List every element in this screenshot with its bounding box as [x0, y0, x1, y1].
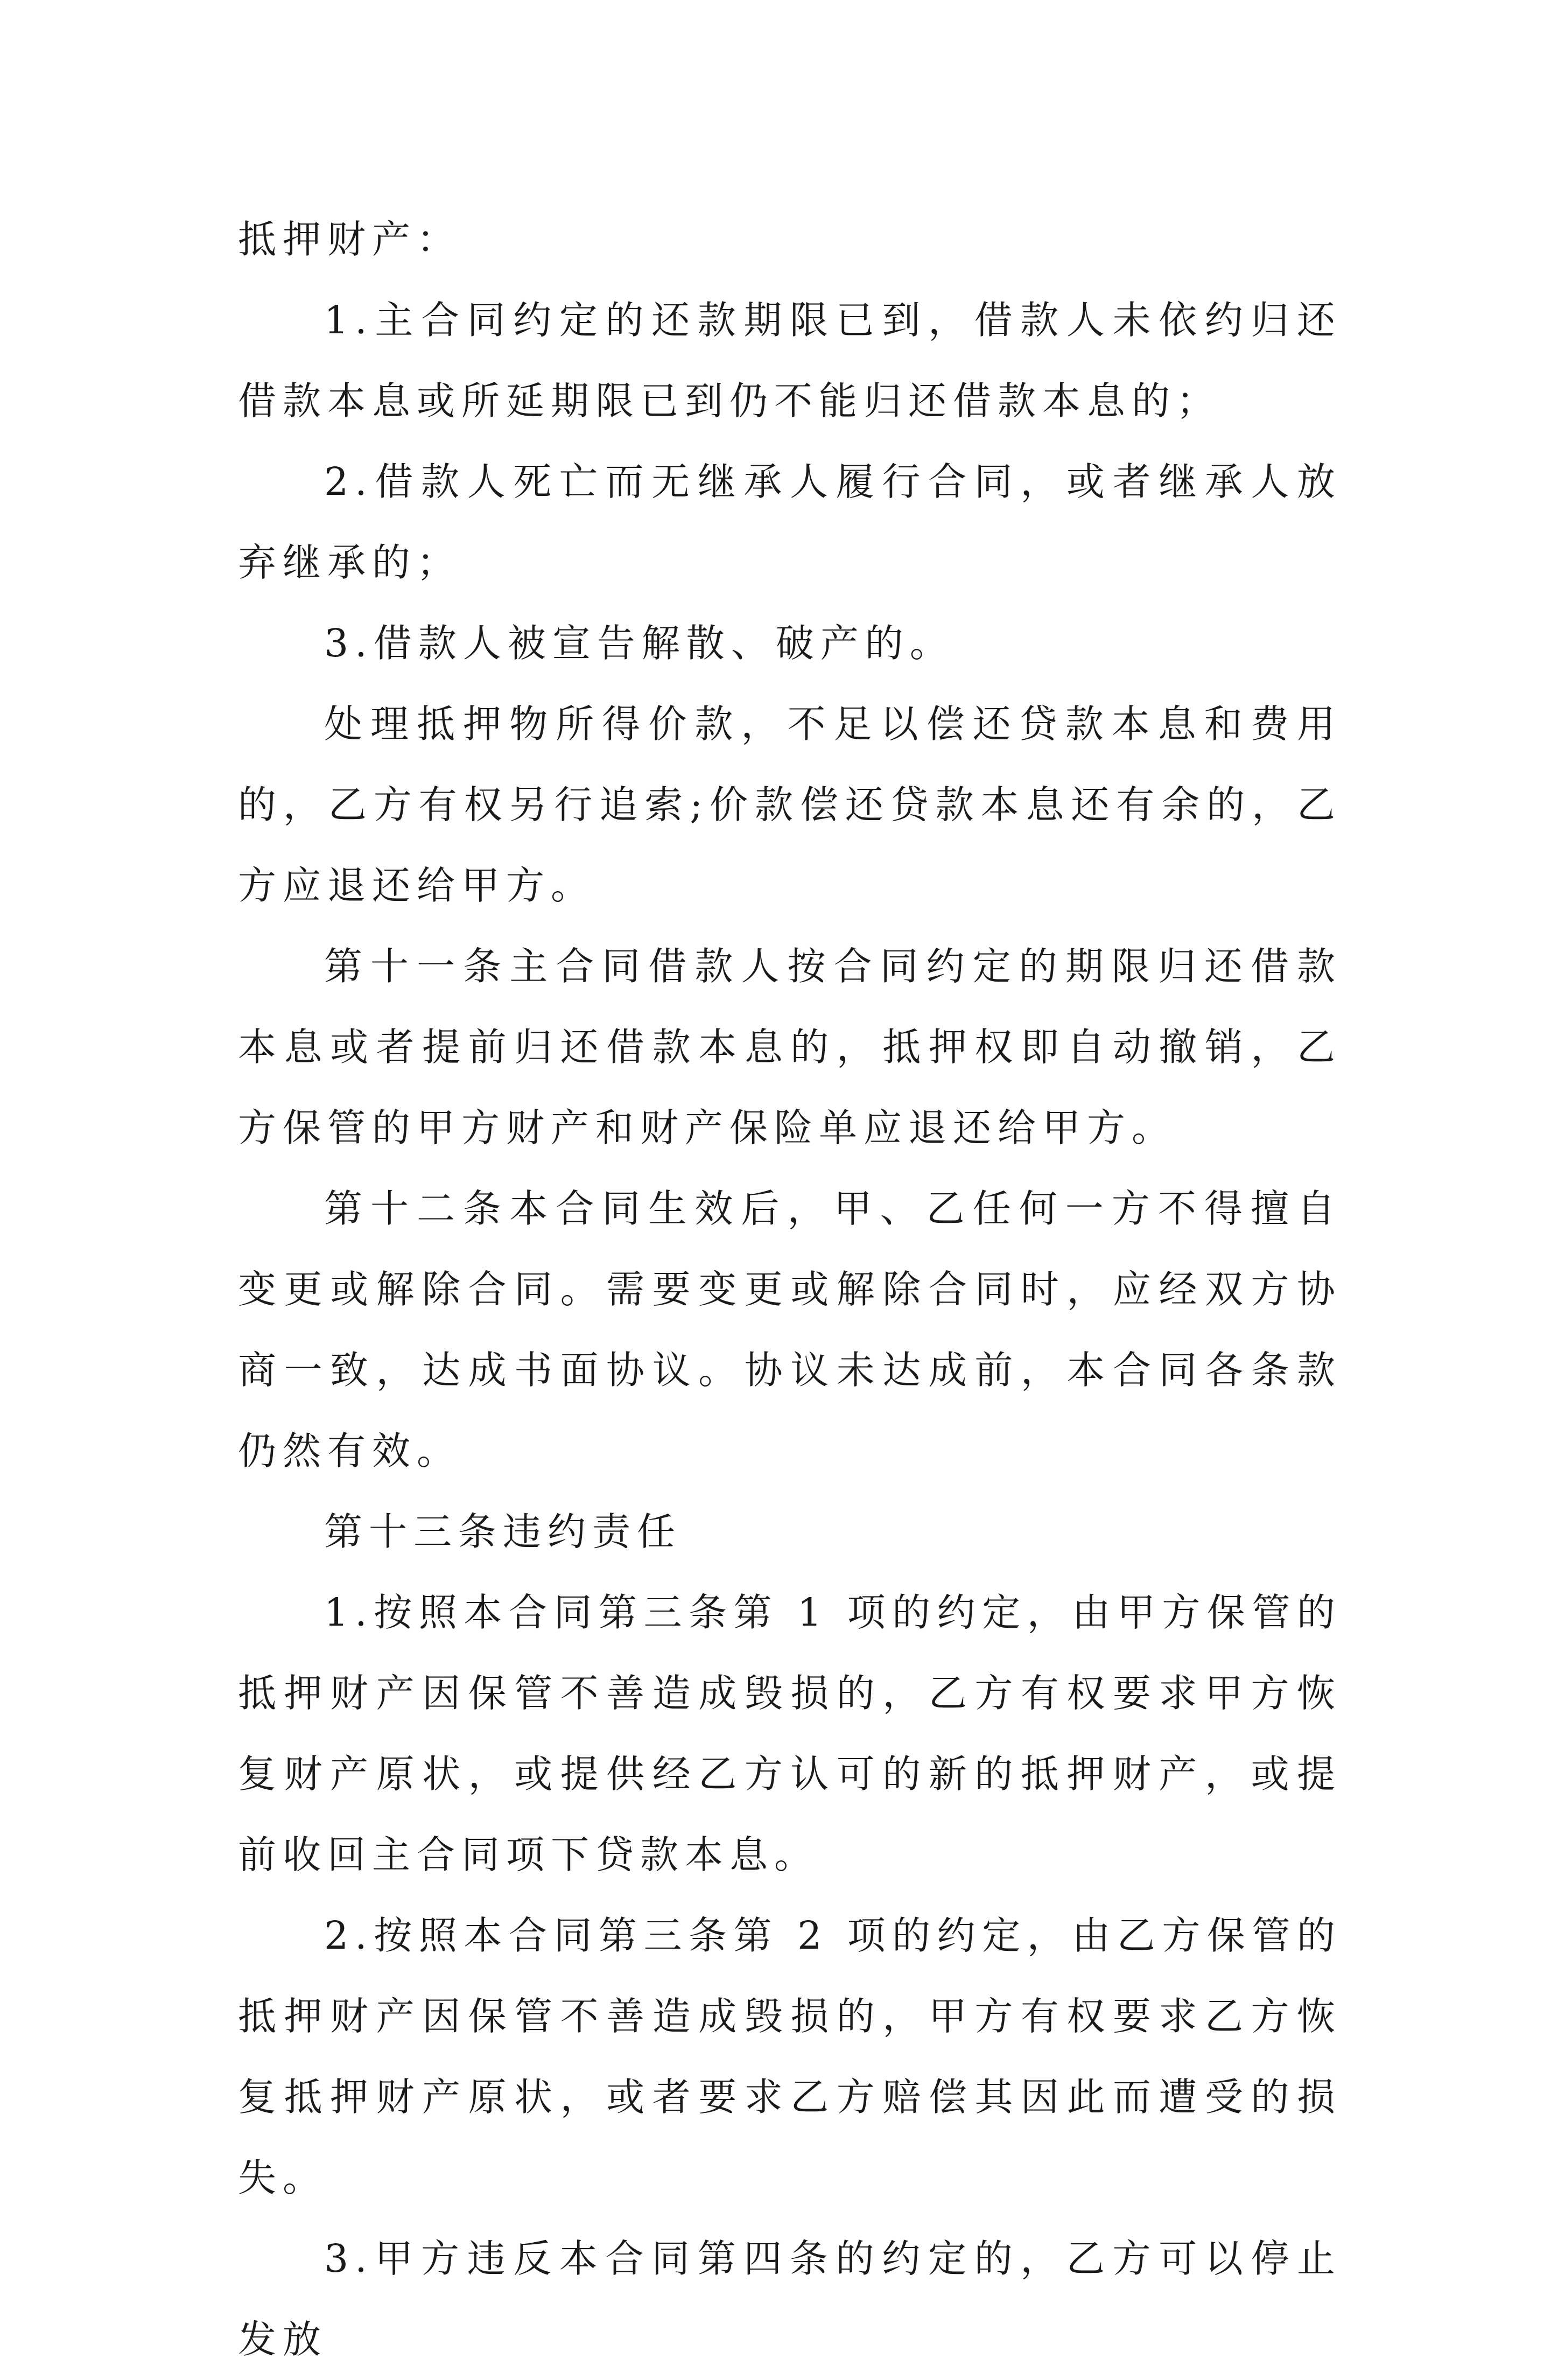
paragraph-clause-1: 1.主合同约定的还款期限已到，借款人未依约归还借款本息或所延期限已到仍不能归还借款本息的；	[238, 298, 1342, 423]
paragraph-mortgage-property: 抵押财产：	[238, 217, 462, 262]
paragraph-article-13-heading: 第十三条违约责任	[324, 1509, 682, 1554]
paragraph-breach-3: 3.甲方违反本合同第四条的约定的，乙方可以停止发放	[238, 2236, 1342, 2362]
paragraph-proceeds: 处理抵押物所得价款，不足以偿还贷款本息和费用的，乙方有权另行追索;价款偿还贷款本息还有余的，乙方应退还给甲方。	[238, 702, 1342, 908]
document-body	[238, 199, 1342, 2380]
paragraph-article-11: 第十一条主合同借款人按合同约定的期限归还借款本息或者提前归还借款本息的，抵押权即自动撤销，乙方保管的甲方财产和财产保险单应退还给甲方。	[238, 944, 1342, 1150]
paragraph-clause-3: 3.借款人被宣告解散、破产的。	[324, 621, 955, 666]
paragraph-article-12: 第十二条本合同生效后，甲、乙任何一方不得擅自变更或解除合同。需要变更或解除合同时，应经双方协商一致，达成书面协议。协议未达成前，本合同各条款仍然有效。	[238, 1186, 1342, 1473]
paragraph-breach-1: 1.按照本合同第三条第 1 项的约定，由甲方保管的抵押财产因保管不善造成毁损的，乙方有权要求甲方恢复财产原状，或提供经乙方认可的新的抵押财产，或提前收回主合同项下贷款本息。	[238, 1590, 1342, 1877]
paragraph-breach-2: 2.按照本合同第三条第 2 项的约定，由乙方保管的抵押财产因保管不善造成毁损的，甲方有权要求乙方恢复抵押财产原状，或者要求乙方赔偿其因此而遭受的损失。	[238, 1913, 1342, 2200]
paragraph-clause-2: 2.借款人死亡而无继承人履行合同，或者继承人放弃继承的；	[238, 459, 1342, 585]
